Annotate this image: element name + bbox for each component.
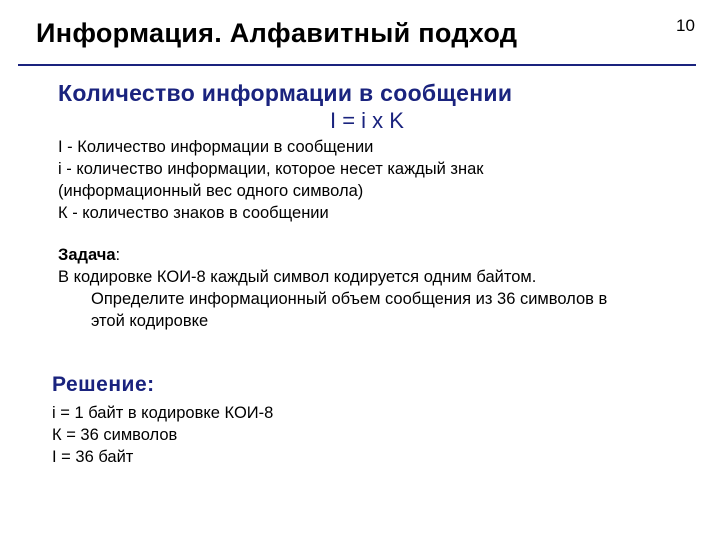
solution-line: i = 1 байт в кодировке КОИ-8 <box>52 404 274 422</box>
task-heading <box>58 244 607 266</box>
slide-title: Информация. Алфавитный подход <box>36 18 518 48</box>
solution-line: К = 36 символов <box>52 426 178 444</box>
solution-title: Решение: <box>52 373 155 396</box>
definition-line: I - Количество информации в сообщении <box>58 138 374 156</box>
definitions-list <box>58 136 484 224</box>
task-label: Задача <box>58 246 116 264</box>
slide-number: 10 <box>676 16 695 35</box>
task-block <box>58 244 607 332</box>
definition-line: i - количество информации, которое несет каждый знак <box>58 160 484 178</box>
section-subtitle: Количество информации в сообщении <box>58 80 513 106</box>
solution-line: I = 36 байт <box>52 448 134 466</box>
title-divider <box>18 64 696 66</box>
formula: I = i x K <box>330 108 404 133</box>
task-line: Определите информационный объем сообщения из 36 символов в <box>91 290 608 308</box>
task-line: этой кодировке <box>91 312 209 330</box>
solution-block <box>52 402 273 468</box>
task-line: В кодировке КОИ-8 каждый символ кодируется одним байтом. <box>58 268 537 286</box>
task-label-suffix: : <box>115 246 121 264</box>
definition-line: (информационный вес одного символа) <box>58 182 364 200</box>
definition-line: К - количество знаков в сообщении <box>58 204 329 222</box>
